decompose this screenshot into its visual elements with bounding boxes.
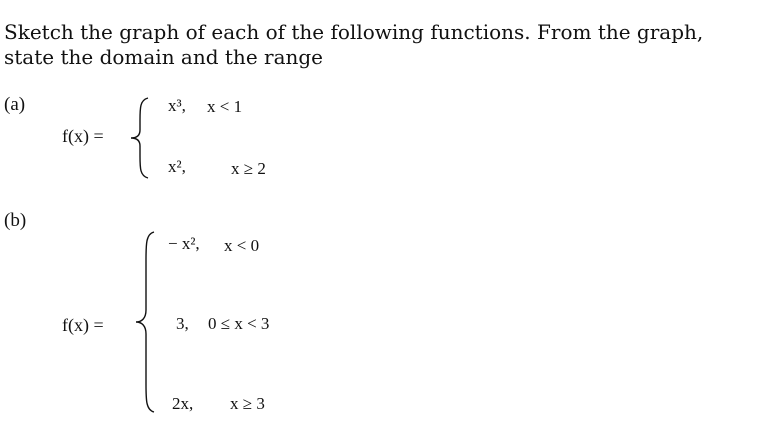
instructions-line-2: state the domain and the range (4, 45, 324, 69)
part-a-case-1-expr: x³, (168, 96, 186, 115)
part-a-case-2-expr: x², (168, 157, 186, 176)
part-b-case-1-condition: x < 0 (224, 236, 260, 255)
instructions (4, 20, 704, 70)
part-a-case-1-condition: x < 1 (207, 97, 243, 116)
part-a-label: (a) (4, 94, 26, 115)
part-b-case-3-expr: 2x, (172, 394, 194, 413)
part-b-label: (b) (4, 210, 27, 231)
part-a-function-name: f(x) = (62, 126, 104, 146)
part-b-function-name: f(x) = (62, 315, 104, 335)
part-b-case-2-expr: 3, (176, 314, 189, 333)
part-b-case-2-condition: 0 ≤ x < 3 (208, 314, 270, 333)
part-b-case-1-expr: − x², (168, 234, 200, 253)
instructions-line-1: Sketch the graph of each of the following functions. From the graph, (4, 20, 704, 44)
part-a-brace (128, 96, 154, 180)
part-b-brace (132, 230, 160, 414)
part-b-case-3-condition: x ≥ 3 (230, 394, 265, 413)
part-a-case-2-condition: x ≥ 2 (231, 159, 266, 178)
